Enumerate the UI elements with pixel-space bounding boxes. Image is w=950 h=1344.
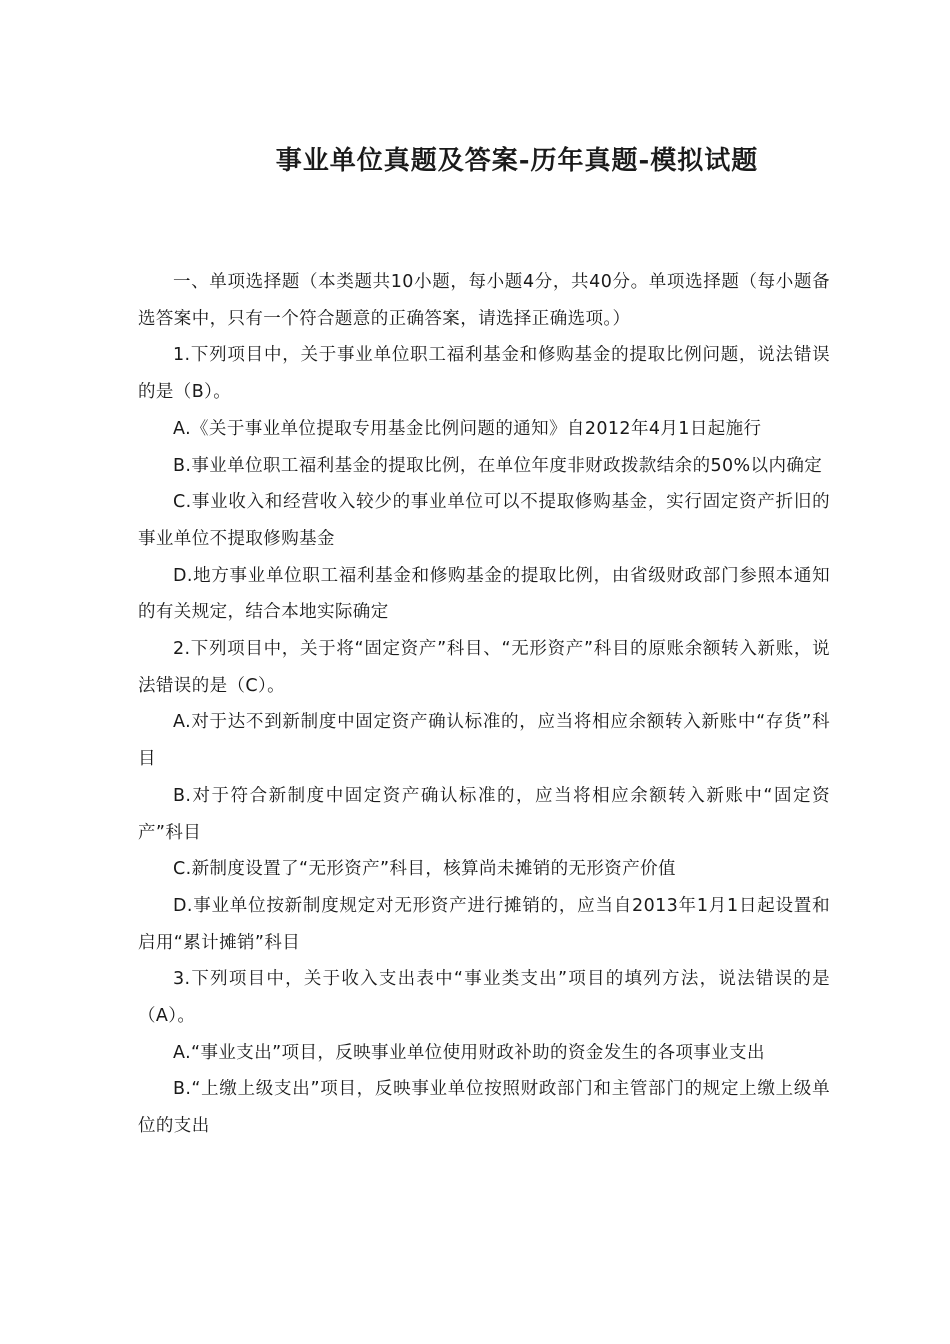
section-heading: 一、单项选择题（本类题共10小题，每小题4分，共40分。单项选择题（每小题备选答案中，只有一个符合题意的正确答案，请选择正确选项。） xyxy=(138,272,830,329)
question-1-option-c: C.事业收入和经营收入较少的事业单位可以不提取修购基金，实行固定资产折旧的事业单位不提取修购基金 xyxy=(138,492,830,549)
question-2: 2.下列项目中，关于将“固定资产”科目、“无形资产”科目的原账余额转入新账，说法错误的是（C）。 xyxy=(138,639,830,696)
document-title: 事业单位真题及答案-历年真题-模拟试题 xyxy=(275,146,759,176)
document-body xyxy=(138,264,830,1145)
question-2-option-a: A.对于达不到新制度中固定资产确认标准的，应当将相应余额转入新账中“存货”科目 xyxy=(138,712,830,770)
question-1-option-d: D.地方事业单位职工福利基金和修购基金的提取比例，由省级财政部门参照本通知的有关规定，结合本地实际确定 xyxy=(138,565,830,623)
question-2-option-c: C.新制度设置了“无形资产”科目，核算尚未摊销的无形资产价值 xyxy=(173,859,676,880)
question-2-option-d: D.事业单位按新制度规定对无形资产进行摊销的，应当自2013年1月1日起设置和启用“累计摊销”科目 xyxy=(138,895,830,953)
question-1-option-a: A.《关于事业单位提取专用基金比例问题的通知》自2012年4月1日起施行 xyxy=(173,418,762,439)
question-3-option-a: A.“事业支出”项目，反映事业单位使用财政补助的资金发生的各项事业支出 xyxy=(173,1042,765,1063)
question-1-option-b: B.事业单位职工福利基金的提取比例，在单位年度非财政拨款结余的50%以内确定 xyxy=(173,455,823,476)
question-1: 1.下列项目中，关于事业单位职工福利基金和修购基金的提取比例问题，说法错误的是（B）。 xyxy=(138,345,830,403)
question-3-option-b: B.“上缴上级支出”项目，反映事业单位按照财政部门和主管部门的规定上缴上级单位的支出 xyxy=(138,1079,830,1137)
question-2-option-b: B.对于符合新制度中固定资产确认标准的，应当将相应余额转入新账中“固定资产”科目 xyxy=(138,785,830,843)
question-3: 3.下列项目中，关于收入支出表中“事业类支出”项目的填列方法，说法错误的是（A）。 xyxy=(138,969,830,1027)
